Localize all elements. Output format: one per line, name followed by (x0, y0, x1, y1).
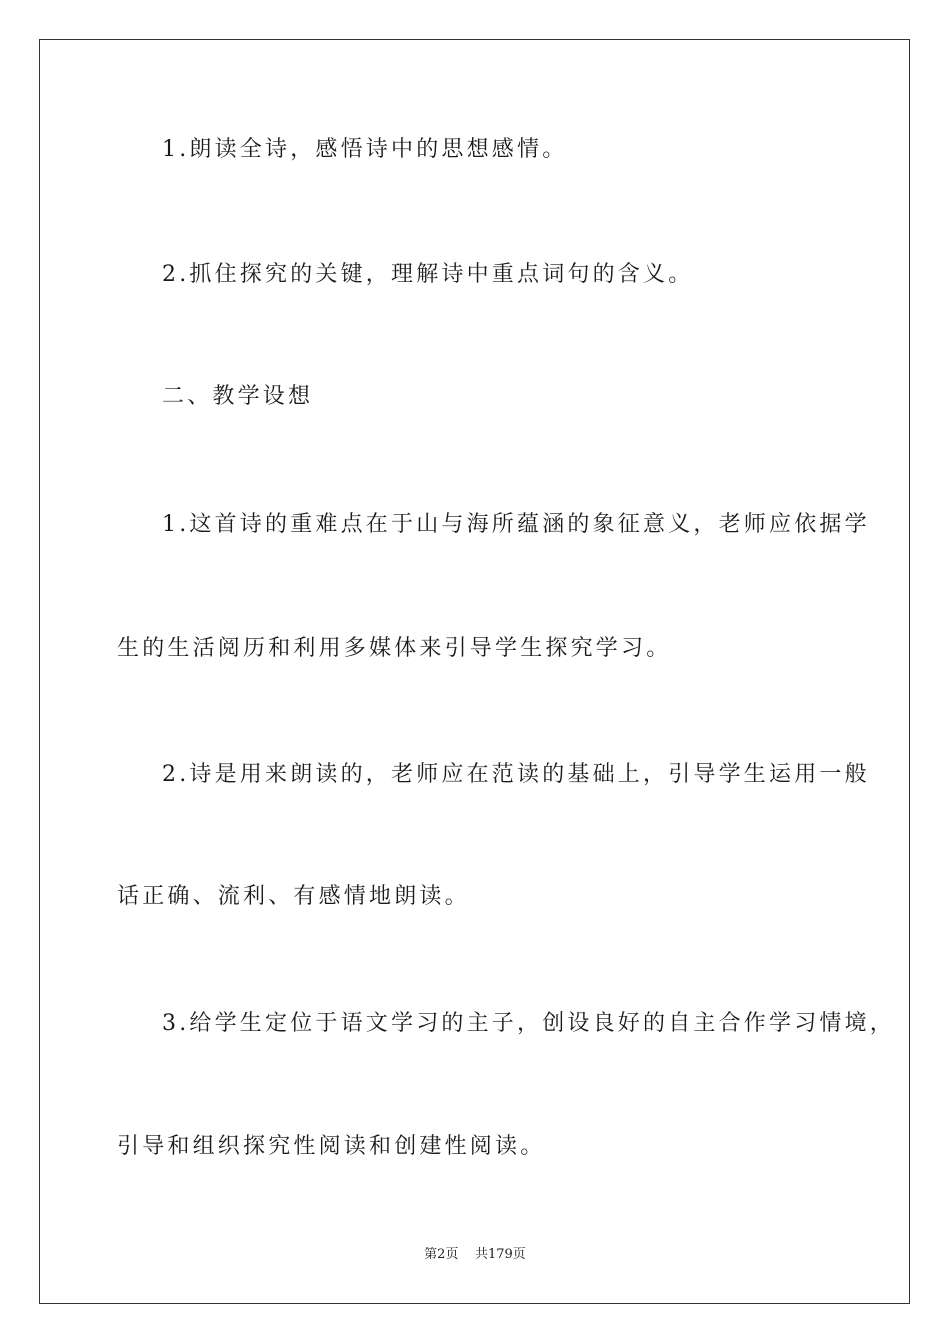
design-1-line-2: 生的生活阅历和利用多媒体来引导学生探究学习。 (117, 636, 672, 661)
page-footer (0, 1247, 950, 1263)
page-number: 第2页 (424, 1247, 459, 1262)
page-border (39, 39, 910, 1304)
design-1-line-1: 1.这首诗的重难点在于山与海所蕴涵的象征意义，老师应依据学 (162, 512, 870, 537)
design-2-line-2: 话正确、流利、有感情地朗读。 (117, 884, 470, 909)
design-3-line-2: 引导和组织探究性阅读和创建性阅读。 (117, 1134, 546, 1159)
objective-2: 2.抓住探究的关键，理解诗中重点词句的含义。 (162, 262, 694, 287)
page-total: 共179页 (474, 1247, 526, 1262)
design-3-line-1: 3.给学生定位于语文学习的主子，创设良好的自主合作学习情境， (162, 1011, 895, 1036)
objective-1: 1.朗读全诗，感悟诗中的思想感情。 (162, 137, 568, 162)
section-heading: 二、教学设想 (162, 384, 314, 409)
design-2-line-1: 2.诗是用来朗读的，老师应在范读的基础上，引导学生运用一般 (162, 762, 870, 787)
